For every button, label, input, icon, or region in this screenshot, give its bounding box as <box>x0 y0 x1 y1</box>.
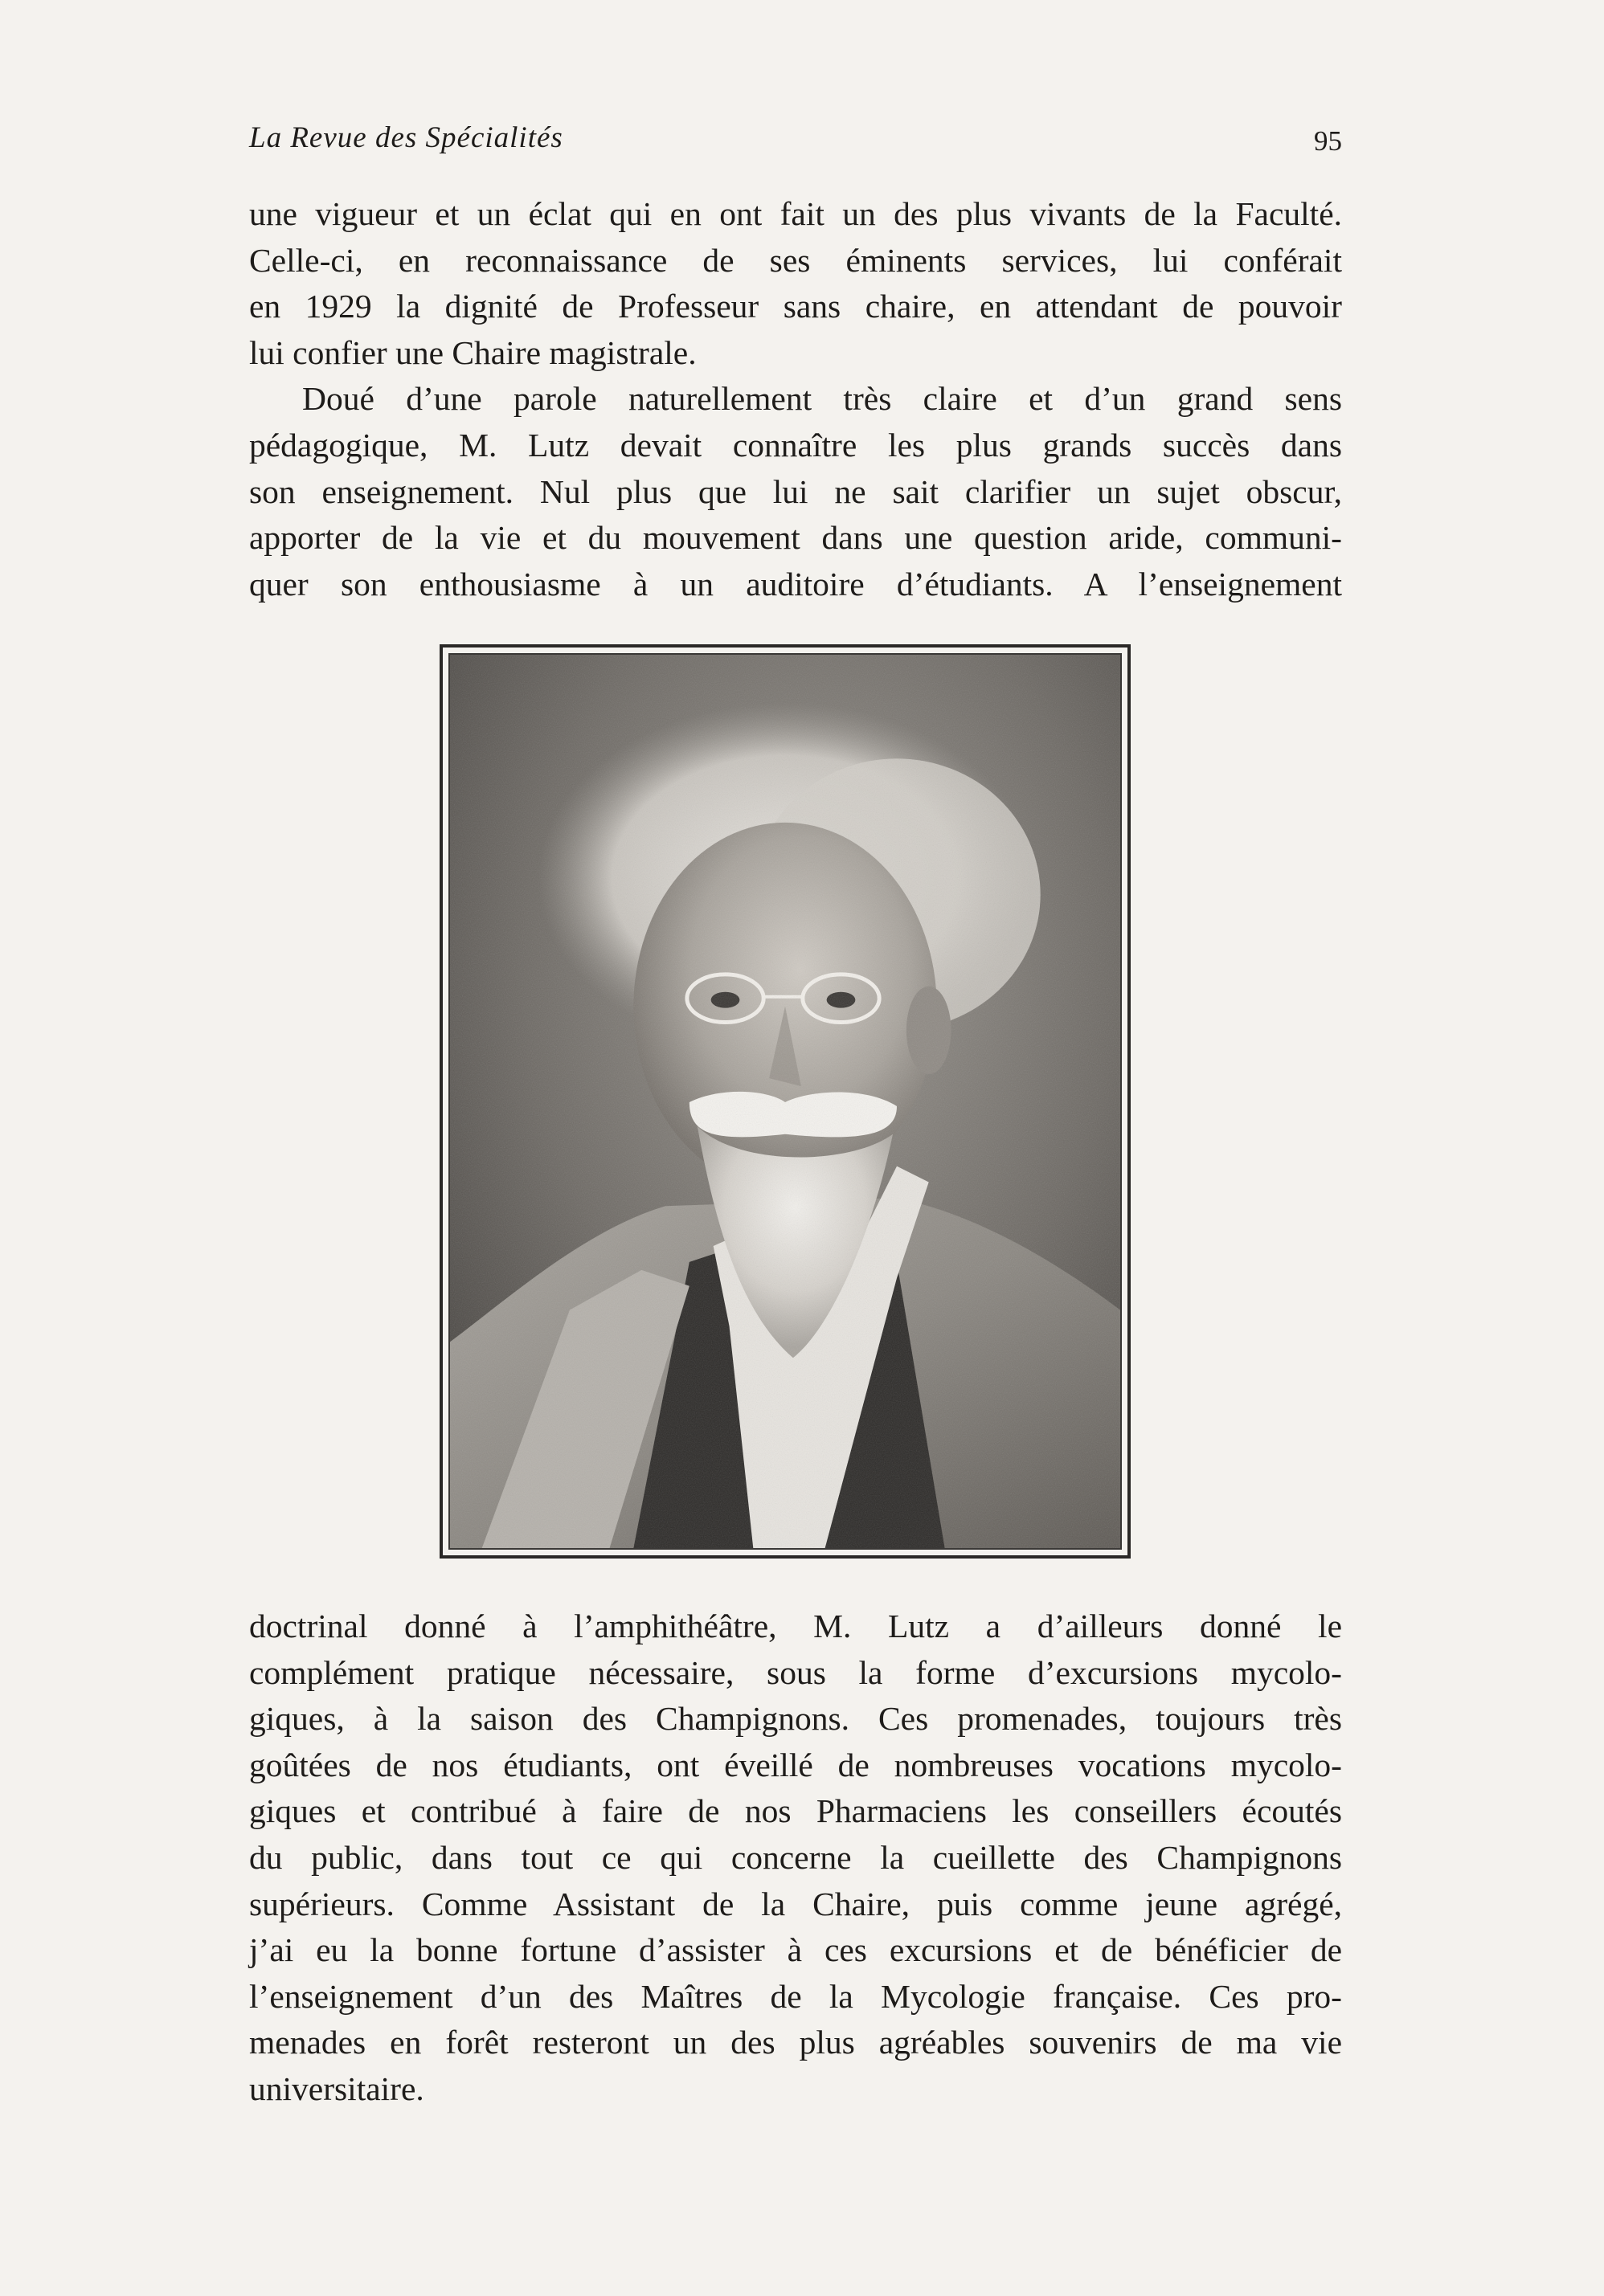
text-line: universitaire. <box>249 2069 424 2107</box>
text-line: l’enseignement d’un des Maîtres de la Mycologie française. Ces pro- <box>249 1977 1342 2015</box>
text-line: du public, dans tout ce qui concerne la cueillette des Champignons <box>249 1838 1342 1876</box>
text-line: Celle-ci, en reconnaissance de ses éminents services, lui conférait <box>249 241 1342 279</box>
text-line: apporter de la vie et du mouvement dans une question aride, communi- <box>249 519 1342 557</box>
text-line: une vigueur et un éclat qui en ont fait un des plus vivants de la Faculté. <box>249 195 1342 232</box>
portrait-illustration <box>450 655 1120 1548</box>
text-line: quer son enthousiasme à un auditoire d’étudiants. A l’enseignement <box>249 565 1342 603</box>
text-block-bottom <box>249 1604 1342 2113</box>
text-block-top <box>249 191 1342 607</box>
text-line: doctrinal donné à l’amphithéâtre, M. Lutz a d’ailleurs donné le <box>249 1608 1342 1644</box>
portrait-photo <box>448 653 1122 1550</box>
text-line: en 1929 la dignité de Professeur sans chaire, en attendant de pouvoir <box>249 288 1342 325</box>
page-number: 95 <box>1314 125 1342 157</box>
text-line: lui confier une Chaire magistrale. <box>249 333 697 371</box>
text-line: complément pratique nécessaire, sous la forme d’excursions mycolo- <box>249 1653 1342 1691</box>
portrait-photo-frame <box>440 644 1131 1559</box>
running-header <box>249 121 1342 169</box>
running-title: La Revue des Spécialités <box>249 121 563 154</box>
text-line: j’ai eu la bonne fortune d’assister à ces excursions et de bénéficier de <box>249 1931 1342 1969</box>
text-line: goûtées de nos étudiants, ont éveillé de nombreuses vocations mycolo- <box>249 1746 1342 1783</box>
text-line: menades en forêt resteront un des plus agréables souvenirs de ma vie <box>249 2024 1342 2061</box>
text-line: giques, à la saison des Champignons. Ces promenades, toujours très <box>249 1700 1342 1738</box>
text-line: son enseignement. Nul plus que lui ne sait clarifier un sujet obscur, <box>249 472 1342 510</box>
text-line: giques et contribué à faire de nos Pharmaciens les conseillers écoutés <box>249 1792 1342 1830</box>
text-line: Doué d’une parole naturellement très claire et d’un grand sens <box>302 380 1342 418</box>
text-line: supérieurs. Comme Assistant de la Chaire, puis comme jeune agrégé, <box>249 1885 1342 1922</box>
text-line: pédagogique, M. Lutz devait connaître les plus grands succès dans <box>249 426 1342 464</box>
